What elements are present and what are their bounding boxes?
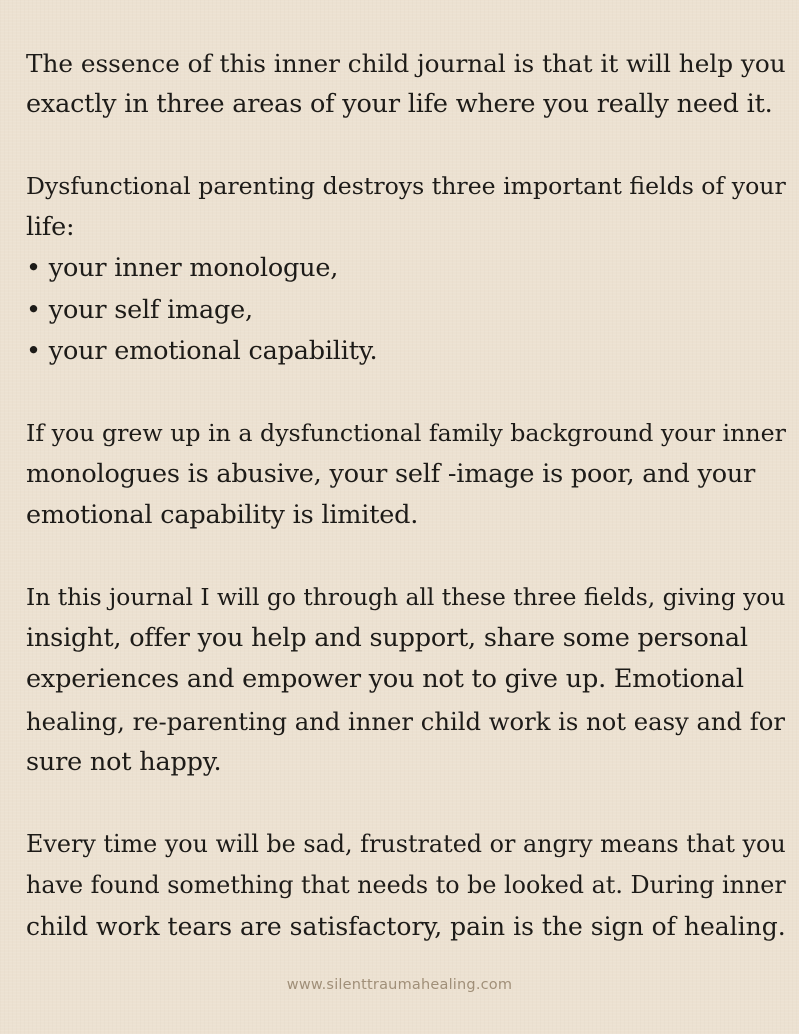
text-line: healing, re-parenting and inner child work is not easy and for (26, 706, 785, 736)
paragraph-dysfunctional-background (26, 413, 786, 536)
paragraph-journal-purpose (26, 577, 786, 782)
text-line: insight, offer you help and support, share some personal (26, 623, 748, 654)
text-line: emotional capability is limited. (26, 500, 419, 531)
text-line: life: (26, 212, 75, 243)
paragraph-fields (26, 166, 786, 371)
text-line: monologues is abusive, your self -image is poor, and your (26, 458, 756, 489)
bullet-item-inner-monologue: • your inner monologue, (26, 253, 339, 284)
text-line: In this journal I will go through all these three fields, giving you (26, 583, 786, 612)
text-line: child work tears are satisfactory, pain is the sign of healing. (26, 911, 786, 941)
text-line: Dysfunctional parenting destroys three important fields of your (26, 172, 786, 201)
bullet-item-self-image: • your self image, (26, 294, 253, 325)
journal-text (26, 43, 786, 947)
text-line: sure not happy. (26, 746, 222, 777)
text-line: exactly in three areas of your life where you really need it. (26, 89, 773, 120)
text-line: experiences and empower you not to give up. Emotional (26, 664, 744, 695)
paragraph-healing (26, 824, 786, 947)
text-line: Every time you will be sad, frustrated or angry means that you (26, 829, 786, 858)
website-url: www.silenttraumahealing.com (286, 977, 513, 993)
bullet-item-emotional-capability: • your emotional capability. (26, 335, 378, 366)
paragraph-intro (26, 43, 786, 125)
text-line: have found something that needs to be looked at. During inner (26, 870, 786, 899)
text-line: If you grew up in a dysfunctional family background your inner (26, 418, 786, 447)
text-line: The essence of this inner child journal is that it will help you (26, 49, 786, 78)
